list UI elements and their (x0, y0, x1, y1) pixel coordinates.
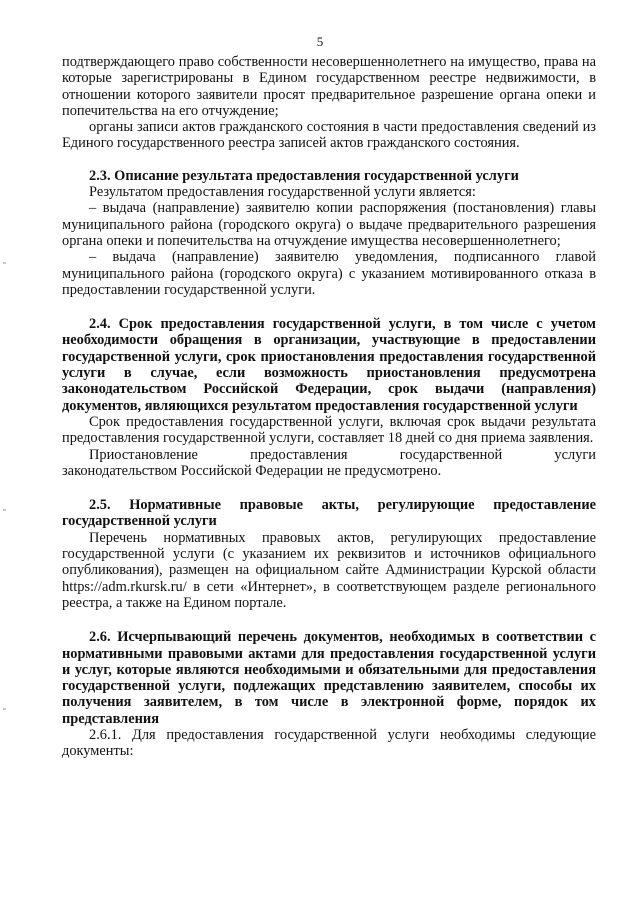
page-number: 5 (316, 34, 324, 49)
list-item: – выдача (направление) заявителю копии распоряжения (постановления) главы муниципального района (городского округа) о выдаче предварительного разрешения органа опеки и попечительства на отчуждение имущества несовершеннолетнего; (62, 200, 596, 249)
margin-mark (3, 262, 6, 264)
section-heading-2-4: 2.4. Срок предоставления государственной услуги, в том числе с учетом необходимости обращения в организации, участвующие в предоставлении государственной услуги, срок приостановления предоставления государственной услуги в случае, если возможность приостановления предусмотрена законодательством Российской Федерации, срок выдачи (направления) документов, являющихся результатом предоставления государственной услуги (62, 316, 596, 414)
paragraph: Результатом предоставления государственной услуги является: (89, 184, 476, 201)
section-heading-2-5: 2.5. Нормативные правовые акты, регулирующие предоставление государственной услуги (62, 497, 596, 530)
paragraph: законодательством Российской Федерации не предусмотрено. (62, 462, 442, 479)
paragraph: Перечень нормативных правовых актов, регулирующих предоставление государственной услуги (с указанием их реквизитов и источников официального опубликования), размещен на официальном сайте Администрации Курской области https://adm.rkursk.ru/ в сети «Интернет», в соответствующем разделе регионального реестра, а также на Едином портале. (62, 529, 596, 611)
paragraph: органы записи актов гражданского состояния в части предоставления сведений из Единого государственного реестра записей актов гражданского состояния. (62, 119, 596, 152)
margin-mark (3, 708, 6, 710)
list-item: – выдача (направление) заявителю уведомления, подписанного главой муниципального района (городского округа) с указанием мотивированного отказа в предоставлении государственной услуги. (62, 249, 596, 298)
paragraph: Приостановление предоставления государственной услуги (89, 446, 596, 463)
document-body (62, 54, 596, 760)
paragraph: Срок предоставления государственной услуги, включая срок выдачи результата предоставления государственной услуги, составляет 18 дней со дня приема заявления. (62, 413, 596, 447)
section-heading-2-6: 2.6. Исчерпывающий перечень документов, необходимых в соответствии с нормативными правовыми актами для предоставления государственной услуги и услуг, которые являются необходимыми и обязательными для предоставления государственной услуги, подлежащих представлению заявителем, способы их получения заявителем, в том числе в электронной форме, порядок их представления (62, 629, 596, 727)
margin-mark (3, 509, 6, 511)
paragraph: 2.6.1. Для предоставления государственной услуги необходимы следующие документы: (62, 726, 596, 760)
paragraph: подтверждающего право собственности несовершеннолетнего на имущество, права на которые зарегистрированы в Едином государственном реестре недвижимости, в отношении которого заявители просят предварительное разрешение органа опеки и попечительства на его отчуждение; (62, 54, 596, 119)
section-heading-2-3: 2.3. Описание результата предоставления государственной услуги (89, 167, 519, 184)
